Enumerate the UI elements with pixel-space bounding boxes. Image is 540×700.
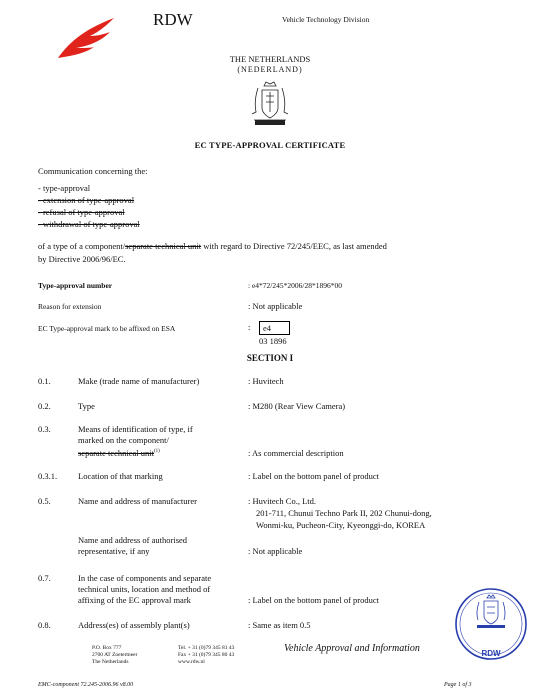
- row-label-line: marked on the component/: [78, 435, 169, 445]
- row-label-line: Means of identification of type, if: [78, 424, 193, 434]
- row-number: 0.8.: [38, 620, 51, 630]
- row-number: 0.7.: [38, 573, 51, 583]
- reason-label: Reason for extension: [38, 302, 102, 311]
- row-number: 0.3.: [38, 424, 51, 434]
- row-value: : Not applicable: [248, 546, 303, 556]
- type-approval-number-label: Type-approval number: [38, 281, 113, 290]
- row-label-line: technical units, location and method of: [78, 584, 211, 594]
- row-value-line: Wonmi-ku, Pucheon-City, Kyeonggi-do, KOREA: [256, 520, 426, 530]
- mark-colon: :: [248, 322, 251, 332]
- directive-paragraph-end: by Directive 2006/96/EC.: [38, 254, 126, 264]
- list-item-extension: - extension of type-approval: [38, 195, 135, 205]
- row-value: : Label on the bottom panel of product: [248, 471, 380, 481]
- footer-address: P.O. Box 777 2700 AT Zoetermeer The Netherlands: [92, 645, 138, 665]
- row-label-line: affixing of the EC approval mark: [78, 595, 191, 605]
- list-item-type-approval: - type-approval: [38, 183, 91, 193]
- certificate-title: EC TYPE-APPROVAL CERTIFICATE: [194, 140, 346, 150]
- country-native: (NEDERLAND): [237, 65, 303, 74]
- row-value: : Huvitech Co., Ltd.: [248, 496, 316, 506]
- document-reference: EMC-component 72.245-2006.96 v8.00: [38, 682, 134, 688]
- footer-tagline: Vehicle Approval and Information: [284, 643, 420, 654]
- communication-intro: Communication concerning the:: [38, 166, 148, 176]
- row-value: : M280 (Rear View Camera): [248, 401, 346, 411]
- row-label-line: Name and address of authorised: [78, 535, 188, 545]
- row-number: 0.2.: [38, 401, 51, 411]
- seal-text: RDW: [481, 649, 501, 658]
- row-label: Location of that marking: [78, 471, 163, 481]
- row-label: Address(es) of assembly plant(s): [78, 620, 190, 630]
- footer-contact: Tel. + 31 (0)79 345 81 43 Fax + 31 (0)79 345 80 43 www.rdw.nl: [178, 645, 235, 665]
- row-value-line: 201-711, Chunui Techno Park II, 202 Chunui-dong,: [256, 508, 432, 518]
- reason-value: : Not applicable: [248, 301, 303, 311]
- row-label: Make (trade name of manufacturer): [78, 376, 200, 386]
- list-item-refusal: - refusal of type-approval: [38, 207, 125, 217]
- country-heading: THE NETHERLANDS: [229, 54, 311, 64]
- approval-mark-box: e4: [259, 321, 290, 335]
- mark-label: EC Type-approval mark to be affixed on ESA: [38, 324, 176, 333]
- page-number: Page 1 of 3: [444, 682, 472, 688]
- row-label: Type: [78, 401, 95, 411]
- section-title: SECTION I: [246, 353, 294, 363]
- directive-paragraph: of a type of a component/separate technical unit with regard to Directive 72/245/EEC, as last amended: [38, 241, 387, 251]
- row-number: 0.5.: [38, 496, 51, 506]
- row-value: : As commercial description: [248, 448, 344, 458]
- row-label-line: representative, if any: [78, 546, 150, 556]
- row-label: Name and address of manufacturer: [78, 496, 197, 506]
- list-item-withdrawal: - withdrawal of type-approval: [38, 219, 140, 229]
- row-value: : Same as item 0.5: [248, 620, 311, 630]
- type-approval-number-value: : e4*72/245*2006/28*1896*00: [248, 281, 342, 290]
- coat-of-arms-icon: [248, 80, 292, 130]
- division-name: Vehicle Technology Division: [282, 15, 370, 24]
- org-name: RDW: [153, 10, 193, 29]
- row-label-line: In the case of components and separate: [78, 573, 212, 583]
- row-value: : Huvitech: [248, 376, 284, 386]
- row-number: 0.1.: [38, 376, 51, 386]
- row-number: 0.3.1.: [38, 471, 58, 481]
- row-value: : Label on the bottom panel of product: [248, 595, 380, 605]
- approval-mark-number: 03 1896: [259, 336, 287, 346]
- row-label-line: separate technical unit$^{(1)}$: [78, 447, 160, 458]
